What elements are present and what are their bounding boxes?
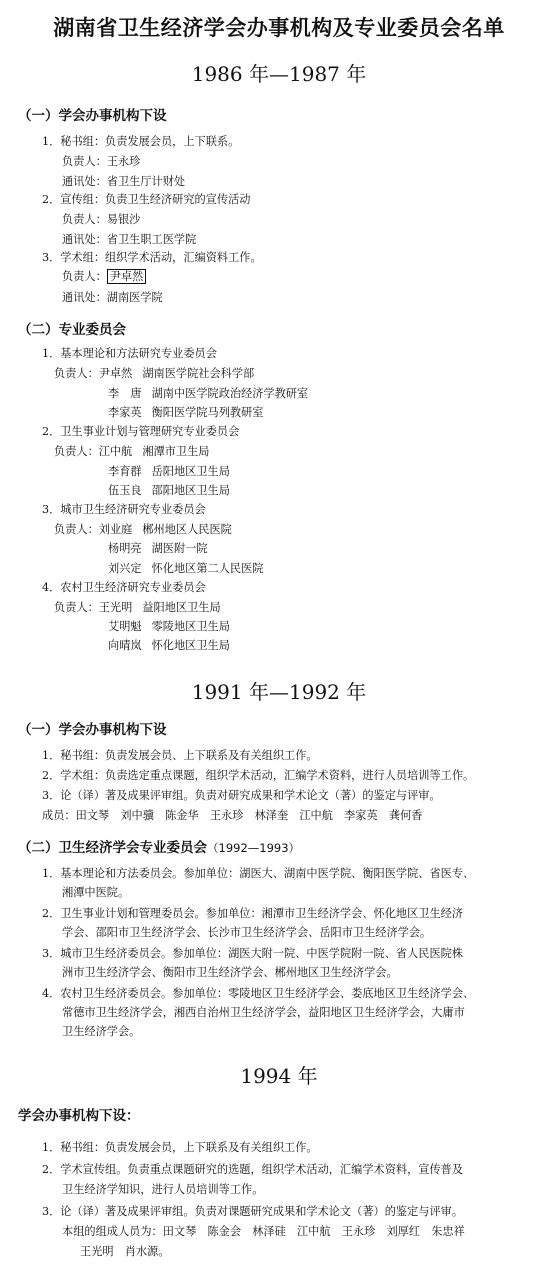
text-line — [108, 464, 230, 479]
member-unit: 益阳地区卫生局 — [142, 601, 221, 614]
text-line: 1．秘书组：负责发展会员，上下联系及有关组织工作。 — [42, 1141, 318, 1154]
text-line: 王光明 肖水源。 — [80, 1245, 170, 1258]
text-line — [108, 405, 263, 420]
member-unit: 郴州地区人民医院 — [142, 523, 232, 536]
member-name: 伍玉良 — [108, 484, 142, 497]
text-line — [108, 619, 230, 634]
text-line: 常德市卫生经济学会，湘西自治州卫生经济学会，益阳地区卫生经济学会，大庸市 — [62, 1006, 465, 1019]
member-unit: 湖医附一院 — [151, 542, 208, 555]
member-name: 李 唐 — [108, 387, 142, 400]
text-line: 负责人：易银沙 — [62, 213, 141, 226]
text-line: 通讯处：湖南医学院 — [62, 291, 163, 304]
text-line: 3．论（译）著及成果评审组。负责对课题研究成果和学术论文（著）的鉴定与评审。 — [42, 1205, 464, 1218]
text-line: 1．基本理论和方法研究专业委员会 — [42, 347, 217, 360]
text-line: 2．学术组：负责选定重点课题，组织学术活动，汇编学术资料，进行人员培训等工作。 — [42, 769, 475, 782]
year-heading-1991: 1991 年—1992 年 — [191, 680, 367, 704]
text-line: 2．卫生事业计划与管理研究专业委员会 — [42, 425, 240, 438]
year-heading-1994: 1994 年 — [240, 1064, 318, 1088]
member-unit: 怀化地区卫生局 — [151, 639, 230, 652]
text-line: 通讯处：省卫生厅计财处 — [62, 175, 186, 188]
text-line: 2．卫生事业计划和管理委员会。参加单位：湘潭市卫生经济学会、怀化地区卫生经济 — [42, 907, 464, 920]
member-unit: 湖南医学院社会科学部 — [142, 367, 255, 380]
member-unit: 怀化地区第二人民医院 — [151, 562, 264, 575]
section-heading: 学会办事机构下设： — [18, 1108, 140, 1124]
member-name: 艾明魁 — [108, 620, 142, 633]
text-line: 1．基本理论和方法委员会。参加单位：湖医大、湖南中医学院、衡阳医学院、省医专、 — [42, 867, 475, 880]
text-line — [54, 366, 254, 381]
member-unit: 岳阳地区卫生局 — [151, 465, 230, 478]
member-unit: 邵阳地区卫生局 — [151, 484, 230, 497]
text-line: 2．宣传组：负责卫生经济研究的宣传活动 — [42, 193, 251, 206]
year-heading-1986: 1986 年—1987 年 — [191, 62, 367, 86]
text-line — [62, 269, 146, 284]
member-name: 李育群 — [108, 465, 142, 478]
member-name: 负责人：刘业庭 — [54, 523, 133, 536]
text-line: 2．学术宣传组。负责重点课题研究的选题，组织学术活动，汇编学术资料，宣传普及 — [42, 1163, 464, 1176]
document-title: 湖南省卫生经济学会办事机构及专业委员会名单 — [53, 16, 505, 40]
text-line — [108, 638, 230, 653]
member-name: 负责人：江中航 — [54, 445, 133, 458]
text-line: 洲市卫生经济学会、衡阳市卫生经济学会、郴州地区卫生经济学会。 — [62, 966, 398, 979]
boxed-name: 尹卓然 — [107, 269, 147, 284]
text-line — [108, 561, 263, 576]
text-line — [54, 522, 232, 537]
section-heading: （一）学会办事机构下设 — [18, 722, 167, 738]
text-line: 负责人：王永珍 — [62, 155, 141, 168]
text-line: 3．城市卫生经济研究专业委员会 — [42, 503, 206, 516]
text-line: 3．城市卫生经济委员会。参加单位：湖医大附一院、中医学院附一院、省人民医院株 — [42, 947, 464, 960]
member-unit: 湘潭市卫生局 — [142, 445, 210, 458]
member-name: 负责人：王光明 — [54, 601, 133, 614]
text-line: 卫生经济学知识，进行人员培训等工作。 — [62, 1183, 264, 1196]
text-line — [54, 600, 221, 615]
member-name: 李家英 — [108, 406, 142, 419]
text-line — [54, 444, 209, 459]
text-line — [108, 386, 308, 401]
member-name: 负责人：尹卓然 — [54, 367, 133, 380]
text-line: 1．秘书组：负责发展会员、上下联系及有关组织工作。 — [42, 749, 318, 762]
text-line: 4．农村卫生经济研究专业委员会 — [42, 581, 206, 594]
member-unit: 衡阳医学院马列教研室 — [151, 406, 264, 419]
section-heading — [18, 836, 300, 856]
section-heading: （二）专业委员会 — [18, 322, 126, 338]
text-line — [108, 483, 230, 498]
text-line: 1．秘书组：负责发展会员，上下联系。 — [42, 135, 240, 148]
section-title: （二）卫生经济学会专业委员会 — [18, 840, 207, 856]
member-name: 刘兴定 — [108, 562, 142, 575]
section-heading: （一）学会办事机构下设 — [18, 108, 167, 124]
text-line: 成员：田文琴 刘中骥 陈金华 王永珍 林泽奎 江中航 李家英 龚何香 — [42, 809, 423, 822]
text-line — [108, 541, 208, 556]
text-line: 3．学术组：组织学术活动，汇编资料工作。 — [42, 251, 262, 264]
label: 负责人： — [62, 270, 107, 283]
member-name: 向晴岚 — [108, 639, 142, 652]
section-period: （1992—1993） — [207, 841, 301, 855]
text-line: 湘潭中医院。 — [62, 886, 130, 899]
text-line: 3．论（译）著及成果评审组。负责对研究成果和学术论文（著）的鉴定与评审。 — [42, 789, 441, 802]
member-unit: 湖南中医学院政治经济学教研室 — [151, 387, 309, 400]
text-line: 通讯处：省卫生职工医学院 — [62, 233, 197, 246]
text-line: 卫生经济学会。 — [62, 1025, 141, 1038]
text-line: 本组的组成人员为：田文琴 陈金会 林泽硅 江中航 王永珍 刘厚红 朱忠祥 — [62, 1225, 465, 1238]
text-line: 4．农村卫生经济委员会。参加单位：零陵地区卫生经济学会、娄底地区卫生经济学会、 — [42, 987, 475, 1000]
text-line: 学会、邵阳市卫生经济学会、长沙市卫生经济学会、岳阳市卫生经济学会。 — [62, 926, 432, 939]
member-name: 杨明亮 — [108, 542, 142, 555]
member-unit: 零陵地区卫生局 — [151, 620, 230, 633]
